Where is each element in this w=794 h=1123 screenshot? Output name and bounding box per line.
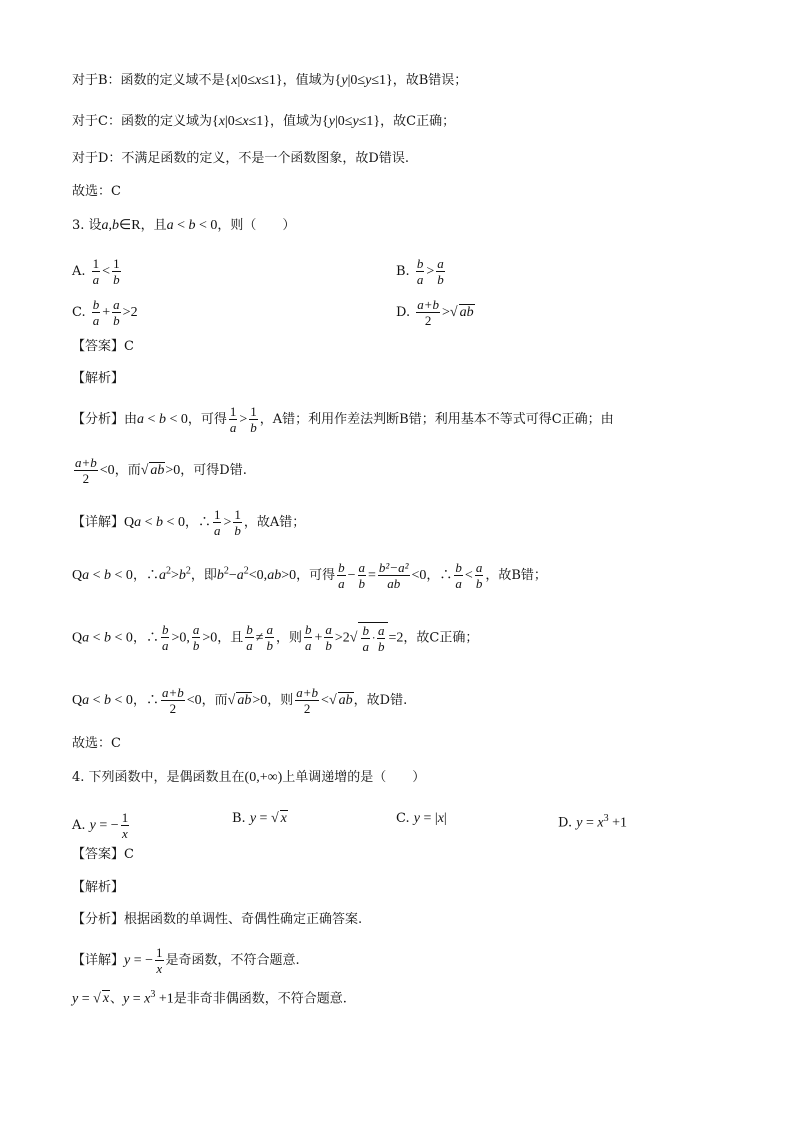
item-c-statement: 对于C：函数的定义域为{x|0≤x≤1}，值域为{y|0≤y≤1}，故C正确； (72, 114, 456, 129)
q3-xiangjie-line1: 【详解】Qa < b < 0，∴ $\frac{1}{a}$ > $\frac{1}{b}$ ，故A错； (72, 507, 306, 538)
q3-stem: 3. 设a,b∈R，且a < b < 0，则（ ） (72, 218, 296, 233)
q4-option-a: A. y = − $\frac{1}{x}$ (72, 810, 129, 841)
q3-fenxi-line1: 【分析】由a < b < 0，可得 $\frac{1}{a}$ > $\frac{1}{b}$ ，A错；利用作差法判断B错；利用基本不等式可得C正确；由 (72, 404, 614, 435)
item-d-statement: 对于D：不满足函数的定义，不是一个函数图象，故D错误. (72, 151, 409, 166)
q4-option-d: D. $y = x^3 +1$ (558, 813, 627, 831)
q3-select: 故选：C (72, 736, 121, 751)
q4-option-b: B. y = √ x (232, 811, 287, 826)
q3-xiangjie-line4: Qa < b < 0，∴ $\frac{a+b}{2}$ <0，而√ ab>0，则 $\frac{a+b}{2}$ <√ ab，故D错. (72, 685, 408, 716)
q3-option-d: D. $\frac{a+b}{2}$ >√ ab (396, 297, 474, 328)
q4-jiexi-heading: 【解析】 (72, 880, 125, 895)
q3-fenxi-line2: $\frac{a+b}{2}$ <0，而√ ab>0，可得D错. (75, 455, 247, 486)
q3-option-b: B. $\frac{b}{a}$ > $\frac{a}{b}$ (396, 256, 444, 287)
item-b-statement: 对于B：函数的定义域不是{x|0≤x≤1}，值域为{y|0≤y≤1}，故B错误； (72, 73, 468, 88)
q4-stem: 4. 下列函数中，是偶函数且在(0,+∞)上单调递增的是（ ） (72, 770, 426, 785)
q3-option-c: C. $\frac{b}{a}$ + $\frac{a}{b}$ >2 (72, 297, 138, 328)
q3-answer: 【答案】C (72, 339, 134, 354)
q4-option-c: C. y = |x| (396, 811, 447, 826)
q3-option-a: A. $\frac{1}{a}$ < $\frac{1}{b}$ (72, 256, 120, 287)
q4-last-line: y = √ x、$y = x^3 +1$是非奇非偶函数，不符合题意. (72, 989, 347, 1007)
q4-xiangjie: 【详解】y = − $\frac{1}{x}$ 是奇函数，不符合题意. (72, 945, 300, 976)
q3-xiangjie-line3: Qa < b < 0，∴ $\frac{b}{a}$ >0, $\frac{a}{b}$ >0，且 $\frac{b}{a}$ ≠ $\frac{a}{b}$ ，则 $\frac{b}{a}$ + $\frac{a}{b}$ >2√ $\frac{b}{a}$ · $\frac{a}{b}$ =2，故C正确； (72, 622, 479, 654)
q3-xiangjie-line2: Qa < b < 0，$\therefore a^2>b^2$，即$b^2-a^2<0,ab>0$，可得 $\frac{b}{a}$ − $\frac{a}{b}$ = $\frac{\text{b²−a²}}{ab}$ <0，∴ $\frac{b}{a}$ < $\frac{a}{b}$ ，故B错； (72, 560, 547, 591)
q4-fenxi: 【分析】根据函数的单调性、奇偶性确定正确答案. (72, 912, 363, 927)
q4-answer: 【答案】C (72, 847, 134, 862)
q2-select: 故选：C (72, 184, 121, 199)
q3-jiexi-heading: 【解析】 (72, 371, 125, 386)
